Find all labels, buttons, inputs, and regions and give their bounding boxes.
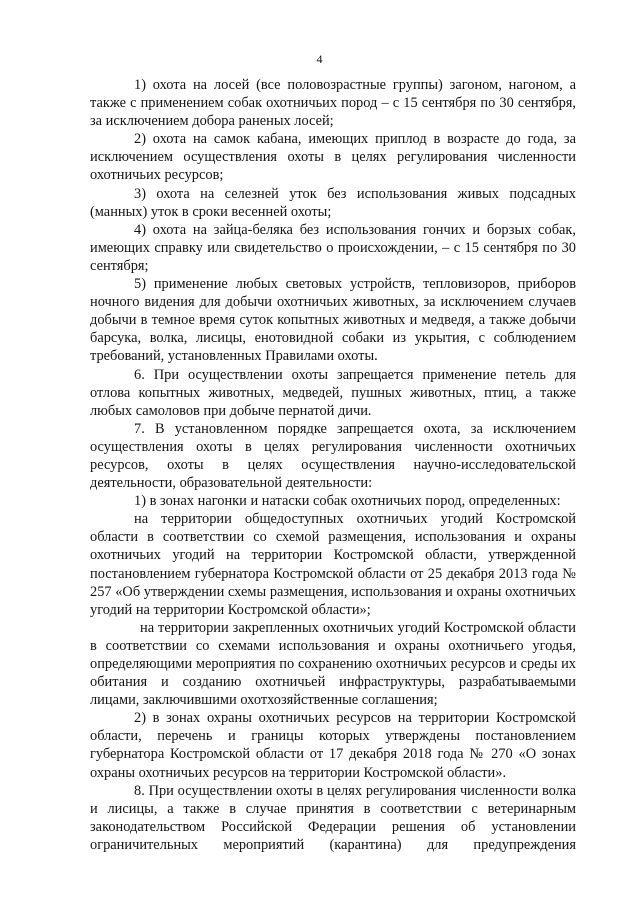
- paragraph-item-5: 5) применение любых световых устройств, тепловизоров, приборов ночного видения для добычи охотничьих животных, за исключением случаев добычи в темное время суток копытных животных и медведя, а также добычи барсука, волка, лисицы, енотовидной собаки из укрытия, с соблюдением требований, установленных Правилами охоты.: [90, 276, 576, 365]
- document-body: [90, 76, 576, 854]
- paragraph-item-1: 1) охота на лосей (все половозрастные группы) загоном, нагоном, а также с применением собак охотничьих пород – с 15 сентября по 30 сентября, за исключением добора раненых лосей;: [90, 77, 576, 130]
- paragraph-subitem-2: 2) в зонах охраны охотничьих ресурсов на территории Костромской области, перечень и границы которых утверждены постановлением губернатора Костромской области от 17 декабря 2018 года № 270 «О зонах охраны охотничьих ресурсов на территории Костромской области».: [90, 710, 576, 781]
- paragraph-section-8: 8. При осуществлении охоты в целях регулирования численности волка и лисицы, а также в случае принятия в соответствии с ветеринарным законодательством Российской Федерации решения об установлении ограничительных мероприятий (карантина) для предупреждения: [90, 782, 576, 853]
- page-number: 4: [316, 52, 323, 66]
- paragraph-item-2: 2) охота на самок кабана, имеющих приплод в возрасте до года, за исключением осуществления охоты в целях регулирования численности охотничьих ресурсов;: [90, 131, 576, 184]
- paragraph-item-4: 4) охота на зайца-беляка без использования гончих и борзых собак, имеющих справку или свидетельство о происхождении, – с 15 сентября по 30 сентября;: [90, 221, 576, 274]
- paragraph-section-6: 6. При осуществлении охоты запрещается применение петель для отлова копытных животных, медведей, пушных животных, птиц, а также любых самоловов при добыче пернатой дичи.: [90, 366, 576, 419]
- paragraph-public-lands: на территории общедоступных охотничьих угодий Костромской области в соответствии со схемой размещения, использования и охраны охотничьих угодий на территории Костромской области, утвержденной постановлением губернатора Костромской области от 25 декабря 2013 года № 257 «Об утверждении схемы размещения, использования и охраны охотничьих угодий на территории Костромской области»;: [90, 511, 576, 618]
- paragraph-section-7: 7. В установленном порядке запрещается охота, за исключением осуществления охоты в целях регулирования численности охотничьих ресурсов, охоты в целях осуществления научно-исследовательской деятельности, образовательной деятельности:: [90, 420, 576, 492]
- paragraph-assigned-lands: на территории закрепленных охотничьих угодий Костромской области в соответствии со схемами использования и охраны охотничьего угодья, определяющими мероприятия по сохранению охотничьих ресурсов и среды их обитания и созданию охотничьей инфраструктуры, разрабатываемыми лицами, заключившими охотхозяйственные соглашения;: [90, 619, 576, 709]
- paragraph-subitem-1: 1) в зонах нагонки и натаски собак охотничьих пород, определенных:: [134, 493, 561, 510]
- paragraph-item-3: 3) охота на селезней уток без использования живых подсадных (манных) уток в сроки весенней охоты;: [90, 185, 576, 220]
